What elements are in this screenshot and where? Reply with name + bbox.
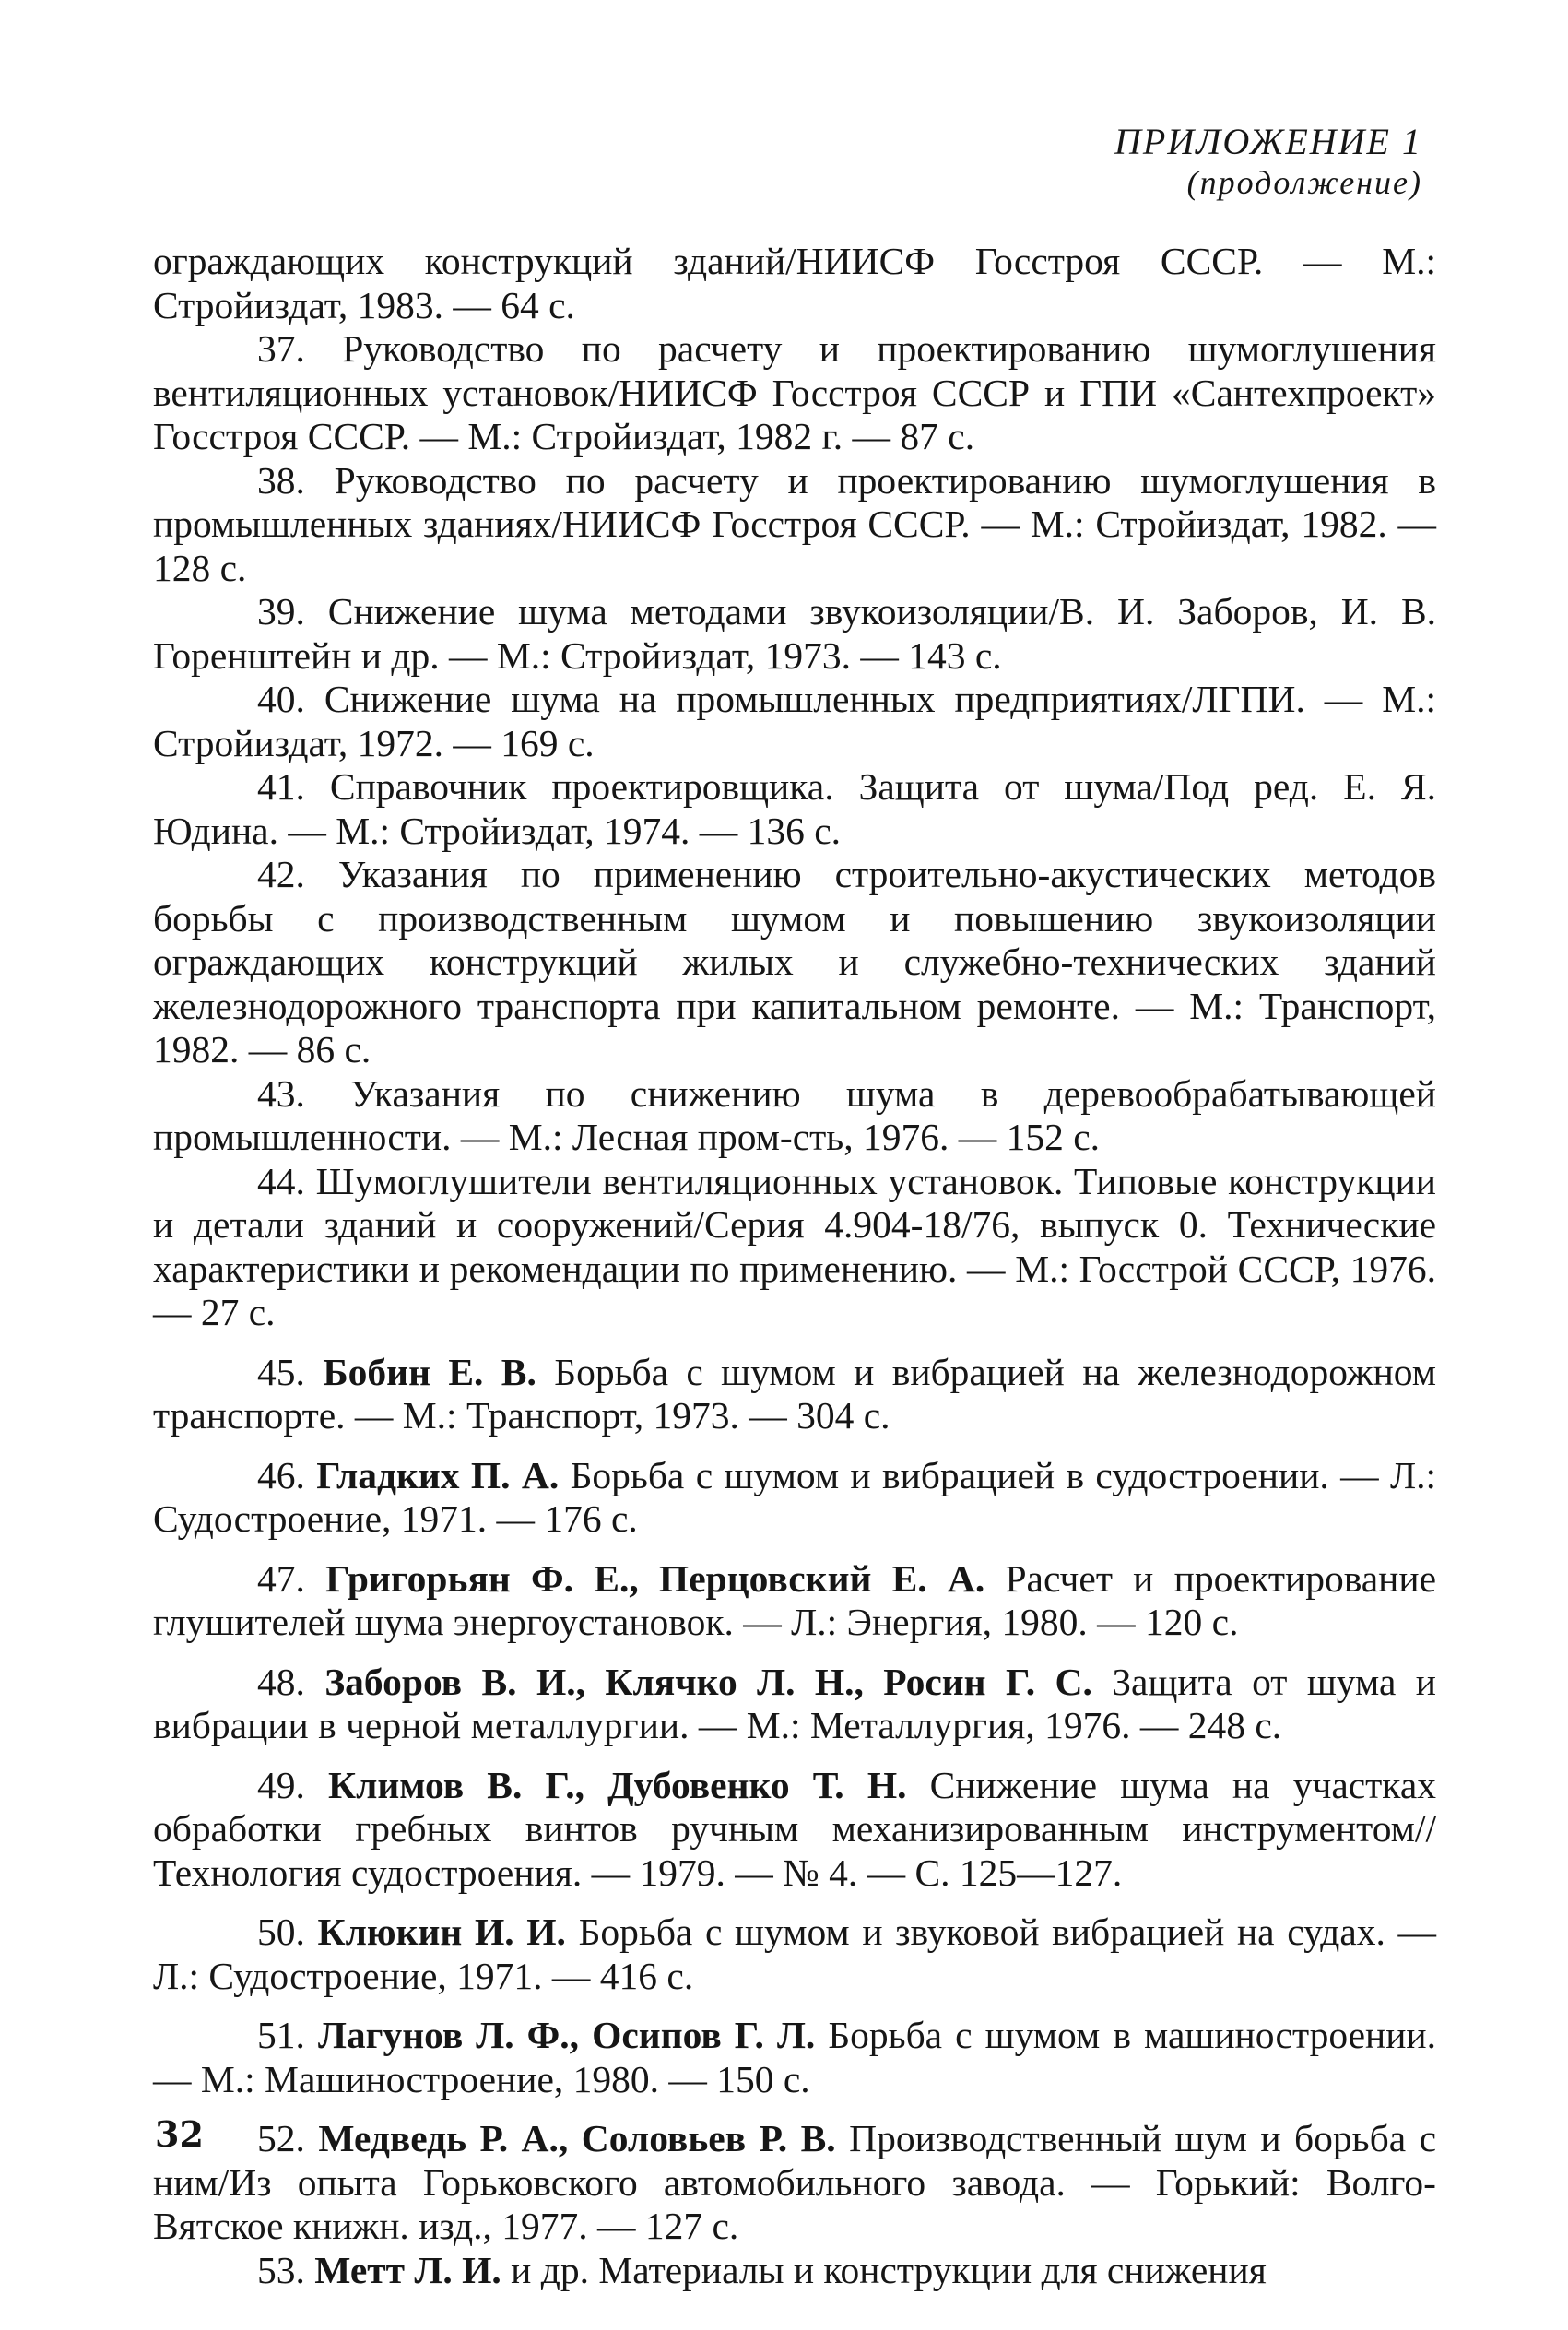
entry-number: 52. xyxy=(257,2117,305,2159)
bibliography-entry-47 xyxy=(153,1557,1436,1645)
entry-number: 39. xyxy=(257,590,305,633)
bibliography-entry-50 xyxy=(153,1910,1436,1998)
entry-authors: Бобин Е. В. xyxy=(323,1350,536,1393)
bibliography-entry-53 xyxy=(153,2249,1436,2293)
bibliography-entry-42 xyxy=(153,853,1436,1072)
entry-number: 45. xyxy=(257,1350,305,1393)
entry-text: Борьба с шумом и вибрацией в судостроении. — Л.: Судостроение, 1971. — 176 с. xyxy=(153,1453,1437,1540)
entry-authors: Климов В. Г., Дубовенко Т. Н. xyxy=(328,1763,907,1806)
entry-authors: Лагунов Л. Ф., Осипов Г. Л. xyxy=(317,2014,816,2056)
entry-number: 38. xyxy=(257,458,305,502)
entry-number: 49. xyxy=(257,1763,305,1806)
bibliography-entry-40 xyxy=(153,678,1436,765)
appendix-subtitle: (продолжение) xyxy=(1186,164,1422,201)
entry-number: 48. xyxy=(257,1660,305,1703)
entry-text: Шумоглушители вентиляционных установок. Типовые конструкции и детали зданий и сооружений/Серия 4.904-18/76, выпуск 0. Технические характеристики и рекомендации по применению. — М.: Госстрой СССР, 1976. — 27 с. xyxy=(153,1159,1436,1333)
entry-number: 42. xyxy=(257,853,305,895)
entry-authors: Гладких П. А. xyxy=(316,1453,560,1496)
bibliography-entry-45 xyxy=(153,1351,1436,1438)
entry-number: 47. xyxy=(257,1556,305,1600)
entry-text: Борьба с шумом и звуковой вибрацией на судах. — Л.: Судостроение, 1971. — 416 с. xyxy=(153,1910,1437,1997)
entry-authors: Метт Л. И. xyxy=(314,2248,501,2291)
entry-text: Руководство по расчету и проектированию шумоглушения вентиляционных установок/НИИСФ Госстроя СССР и ГПИ «Сантехпроект» Госстроя СССР. — М.: Стройиздат, 1982 г. — 87 с. xyxy=(153,327,1437,457)
entry-text: Руководство по расчету и проектированию шумоглушения в промышленных зданиях/НИИСФ Госстроя СССР. — М.: Стройиздат, 1982. — 128 с. xyxy=(153,458,1437,589)
entry-text: Расчет и проектирование глушителей шума энергоустановок. — Л.: Энергия, 1980. — 120 с. xyxy=(153,1556,1437,1643)
bibliography-entry-38 xyxy=(153,459,1436,591)
entry-text: Снижение шума методами звукоизоляции/В. И. Заборов, И. В. Горенштейн и др. — М.: Стройиздат, 1973. — 143 с. xyxy=(153,590,1437,677)
bibliography-entry-43 xyxy=(153,1072,1436,1160)
entry-text: Указания по снижению шума в деревообрабатывающей промышленности. — М.: Лесная пром-сть, 1976. — 152 с. xyxy=(153,1071,1436,1158)
entry-number: 43. xyxy=(257,1071,305,1115)
entry-number: 50. xyxy=(257,1910,305,1953)
entry-number: 46. xyxy=(257,1453,305,1496)
entry-text: Защита от шума и вибрации в черной металлургии. — М.: Металлургия, 1976. — 248 с. xyxy=(153,1660,1437,1746)
bibliography-entry-49 xyxy=(153,1764,1436,1896)
bibliography-entry-41 xyxy=(153,765,1436,853)
entry-text: Указания по применению строительно-акустических методов борьбы с производственным шумом и повышению звукоизоляции ограждающих конструкций жилых и служебно-технических зданий железнодорожного транспорта при капитальном ремонте. — М.: Транспорт, 1982. — 86 с. xyxy=(153,853,1436,1070)
bibliography-entry-44 xyxy=(153,1160,1436,1335)
entry-text: Справочник проектировщика. Защита от шума/Под ред. Е. Я. Юдина. — М.: Стройиздат, 1974. — 136 с. xyxy=(153,765,1437,852)
bibliography-entry-37 xyxy=(153,327,1436,459)
entry-number: 40. xyxy=(257,678,305,720)
entry-number: 53. xyxy=(257,2248,305,2291)
bibliography-entry-52 xyxy=(153,2117,1436,2249)
entry-number: 37. xyxy=(257,327,305,370)
bibliography-entry-46 xyxy=(153,1454,1436,1542)
entry-text: Производственный шум и борьба с ним/Из опыта Горьковского автомобильного завода. — Горький: Волго-Вятское книжн. изд., 1977. — 127 с. xyxy=(153,2117,1437,2247)
entry-text: Снижение шума на промышленных предприятиях/ЛГПИ. — М.: Стройиздат, 1972. — 169 с. xyxy=(153,678,1437,764)
entry-authors: Клюкин И. И. xyxy=(317,1910,566,1953)
entry-authors: Григорьян Ф. Е., Перцовский Е. А. xyxy=(325,1556,985,1600)
entry-text: Борьба с шумом и вибрацией на железнодорожном транспорте. — М.: Транспорт, 1973. — 304 с. xyxy=(153,1350,1437,1437)
bibliography-list xyxy=(153,240,1436,2292)
page-number: 32 xyxy=(155,2113,204,2155)
entry-authors: Медведь Р. А., Соловьев Р. В. xyxy=(318,2117,836,2159)
continued-entry-text: ограждающих конструкций зданий/НИИСФ Госстроя СССР. — М.: Стройиздат, 1983. — 64 с. xyxy=(153,240,1436,326)
bibliography-entry-48 xyxy=(153,1661,1436,1748)
bibliography-entry-51 xyxy=(153,2014,1436,2101)
entry-text: и др. Материалы и конструкции для снижения xyxy=(511,2248,1267,2291)
entry-number: 41. xyxy=(257,765,305,808)
entry-number: 51. xyxy=(257,2014,305,2056)
appendix-title: ПРИЛОЖЕНИЕ 1 xyxy=(1114,121,1422,162)
page-header xyxy=(1114,122,1422,203)
entry-text: Снижение шума на участках обработки гребных винтов ручным механизированным инструментом//Технология судостроения. — 1979. — № 4. — С. 125—127. xyxy=(153,1763,1436,1894)
entry-number: 44. xyxy=(257,1159,305,1202)
bibliography-entry-39 xyxy=(153,590,1436,678)
entry-text: Борьба с шумом в машиностроении. — М.: Машиностроение, 1980. — 150 с. xyxy=(153,2014,1437,2100)
entry-authors: Заборов В. И., Клячко Л. Н., Росин Г. С. xyxy=(324,1660,1092,1703)
